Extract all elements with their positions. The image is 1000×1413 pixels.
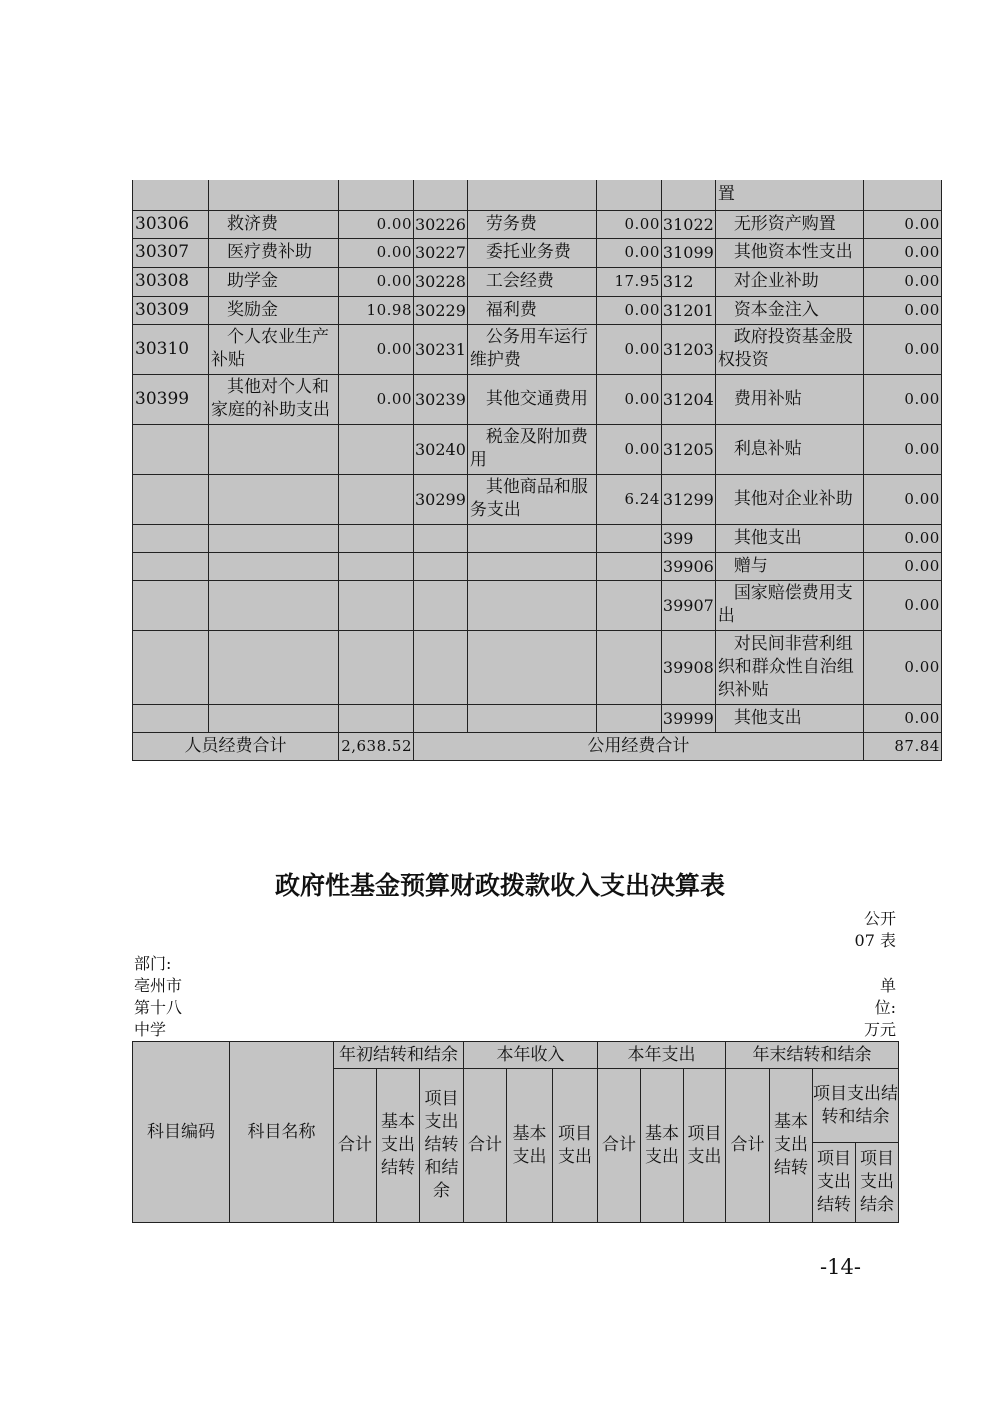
item-name-cell: 对民间非营利组织和群众性自治组织补贴 <box>715 630 863 704</box>
item-code-cell: 39908 <box>661 630 715 704</box>
table-row <box>133 630 942 704</box>
cont-text: 置 <box>715 180 863 210</box>
item-name-cell: 委托业务费 <box>467 238 596 267</box>
cont-cell <box>596 180 661 210</box>
item-amount-cell <box>596 552 661 580</box>
item-name-cell: 对企业补助 <box>715 267 863 296</box>
item-amount-cell: 0.00 <box>863 630 941 704</box>
cont-cell <box>863 180 941 210</box>
item-amount-cell <box>596 580 661 630</box>
item-name-cell: 医疗费补助 <box>209 238 339 267</box>
table-row <box>133 424 942 474</box>
item-amount-cell: 0.00 <box>863 374 941 424</box>
item-amount-cell <box>596 524 661 552</box>
table-number <box>840 930 896 952</box>
cont-cell <box>339 180 414 210</box>
item-name-cell: 个人农业生产补贴 <box>209 324 339 374</box>
item-amount-cell <box>339 704 414 732</box>
header-closing-balance: 年末结转和结余 <box>726 1042 899 1069</box>
public-total-label: 公用经费合计 <box>414 732 864 760</box>
item-name-cell <box>467 704 596 732</box>
item-name-cell: 利息补贴 <box>715 424 863 474</box>
table-row <box>133 210 942 238</box>
header-total: 合计 <box>598 1069 641 1223</box>
item-code-cell: 30307 <box>133 238 209 267</box>
table-row <box>133 552 942 580</box>
section-title: 政府性基金预算财政拨款收入支出决算表 <box>274 871 725 900</box>
item-code-cell: 30229 <box>414 296 468 324</box>
cont-cell <box>209 180 339 210</box>
item-name-cell <box>209 704 339 732</box>
item-amount-cell: 0.00 <box>863 210 941 238</box>
item-code-cell <box>133 424 209 474</box>
item-code-cell: 39907 <box>661 580 715 630</box>
item-amount-cell <box>339 580 414 630</box>
item-name-cell: 其他支出 <box>715 704 863 732</box>
item-code-cell <box>133 552 209 580</box>
item-name-cell: 其他对个人和家庭的补助支出 <box>209 374 339 424</box>
department-line: 第十八 <box>134 998 183 1017</box>
item-name-cell: 费用补贴 <box>715 374 863 424</box>
item-code-cell: 30310 <box>133 324 209 374</box>
item-name-cell: 无形资产购置 <box>715 210 863 238</box>
cont-cell <box>133 180 209 210</box>
item-name-cell: 福利费 <box>467 296 596 324</box>
item-name-cell: 其他交通费用 <box>467 374 596 424</box>
item-name-cell <box>209 424 339 474</box>
item-name-cell <box>467 580 596 630</box>
item-amount-cell: 0.00 <box>339 374 414 424</box>
item-amount-cell <box>339 524 414 552</box>
item-name-cell: 救济费 <box>209 210 339 238</box>
public-total-value: 87.84 <box>863 732 941 760</box>
item-code-cell <box>133 704 209 732</box>
item-name-cell: 工会经费 <box>467 267 596 296</box>
table-number-line: 公开 <box>863 909 896 928</box>
item-amount-cell: 10.98 <box>339 296 414 324</box>
header-code: 科目编码 <box>133 1042 230 1223</box>
item-amount-cell: 0.00 <box>863 552 941 580</box>
item-code-cell: 31022 <box>661 210 715 238</box>
cont-cell <box>661 180 715 210</box>
table-row <box>133 267 942 296</box>
item-amount-cell: 17.95 <box>596 267 661 296</box>
table-number <box>860 908 896 930</box>
totals-row <box>133 732 942 760</box>
table-row <box>133 296 942 324</box>
item-amount-cell <box>339 630 414 704</box>
item-code-cell: 30308 <box>133 267 209 296</box>
item-code-cell <box>414 630 468 704</box>
header-total: 合计 <box>726 1069 770 1223</box>
header-basic: 基本支出 <box>641 1069 684 1223</box>
header-project: 项目支出 <box>553 1069 598 1223</box>
header-total: 合计 <box>334 1069 377 1223</box>
item-amount-cell: 0.00 <box>863 324 941 374</box>
header-total: 合计 <box>464 1069 507 1223</box>
item-code-cell: 30240 <box>414 424 468 474</box>
item-amount-cell: 0.00 <box>863 296 941 324</box>
table-row <box>133 704 942 732</box>
item-amount-cell <box>339 552 414 580</box>
item-code-cell: 30239 <box>414 374 468 424</box>
item-amount-cell: 6.24 <box>596 474 661 524</box>
item-code-cell <box>133 580 209 630</box>
item-name-cell <box>209 630 339 704</box>
personnel-total-value: 2,638.52 <box>339 732 414 760</box>
unit-line: 单 <box>879 976 896 995</box>
personnel-total-label: 人员经费合计 <box>133 732 339 760</box>
header-current-expense: 本年支出 <box>598 1042 726 1069</box>
item-name-cell <box>467 524 596 552</box>
item-amount-cell: 0.00 <box>863 580 941 630</box>
item-name-cell <box>467 630 596 704</box>
item-code-cell: 31099 <box>661 238 715 267</box>
item-code-cell <box>414 580 468 630</box>
item-code-cell: 31203 <box>661 324 715 374</box>
item-name-cell: 国家赔偿费用支出 <box>715 580 863 630</box>
table-row <box>133 238 942 267</box>
item-amount-cell <box>596 630 661 704</box>
page-number: -14- <box>820 1255 861 1279</box>
item-code-cell: 39906 <box>661 552 715 580</box>
item-amount-cell: 0.00 <box>863 524 941 552</box>
item-name-cell: 其他支出 <box>715 524 863 552</box>
item-amount-cell: 0.00 <box>596 374 661 424</box>
item-name-cell <box>209 524 339 552</box>
table-row <box>133 580 942 630</box>
item-code-cell: 30299 <box>414 474 468 524</box>
header-project-carry-surplus: 项目支出结转和结余 <box>420 1069 464 1223</box>
item-code-cell: 30306 <box>133 210 209 238</box>
table-number-line: 07 表 <box>854 931 896 950</box>
header-opening-balance: 年初结转和结余 <box>334 1042 464 1069</box>
item-amount-cell <box>339 424 414 474</box>
department-line: 部门: <box>134 954 172 973</box>
header-project-carry-surplus: 项目支出结转和结余 <box>813 1069 899 1143</box>
department-line: 中学 <box>134 1020 167 1039</box>
department-line: 亳州市 <box>134 976 183 995</box>
item-code-cell: 31205 <box>661 424 715 474</box>
item-name-cell: 助学金 <box>209 267 339 296</box>
item-amount-cell: 0.00 <box>863 474 941 524</box>
item-amount-cell: 0.00 <box>596 296 661 324</box>
item-code-cell <box>133 474 209 524</box>
item-name-cell: 赠与 <box>715 552 863 580</box>
item-amount-cell: 0.00 <box>339 324 414 374</box>
header-current-income: 本年收入 <box>464 1042 598 1069</box>
item-code-cell: 30226 <box>414 210 468 238</box>
item-name-cell: 公务用车运行维护费 <box>467 324 596 374</box>
header-project-surplus: 项目支出结余 <box>856 1143 899 1223</box>
unit-label <box>846 975 896 1041</box>
item-code-cell <box>414 524 468 552</box>
table-row <box>133 524 942 552</box>
item-amount-cell: 0.00 <box>339 267 414 296</box>
item-code-cell: 30228 <box>414 267 468 296</box>
gov-fund-table <box>132 1041 899 1223</box>
item-code-cell <box>414 704 468 732</box>
item-code-cell <box>133 630 209 704</box>
item-code-cell: 30231 <box>414 324 468 374</box>
header-basic-carry: 基本支出结转 <box>770 1069 813 1223</box>
item-code-cell: 30227 <box>414 238 468 267</box>
item-amount-cell: 0.00 <box>863 424 941 474</box>
item-name-cell: 政府投资基金股权投资 <box>715 324 863 374</box>
expenditure-detail-table <box>132 180 942 761</box>
item-amount-cell <box>339 474 414 524</box>
item-code-cell: 30399 <box>133 374 209 424</box>
item-name-cell: 其他对企业补助 <box>715 474 863 524</box>
item-amount-cell: 0.00 <box>863 704 941 732</box>
item-code-cell: 39999 <box>661 704 715 732</box>
item-code-cell: 31204 <box>661 374 715 424</box>
header-project: 项目支出 <box>684 1069 726 1223</box>
item-name-cell: 奖励金 <box>209 296 339 324</box>
item-code-cell <box>133 524 209 552</box>
table-row <box>133 374 942 424</box>
item-name-cell <box>209 552 339 580</box>
item-name-cell <box>209 580 339 630</box>
header-basic-carry: 基本支出结转 <box>377 1069 420 1223</box>
item-name-cell: 其他资本性支出 <box>715 238 863 267</box>
item-code-cell: 31299 <box>661 474 715 524</box>
item-code-cell: 399 <box>661 524 715 552</box>
item-amount-cell <box>596 704 661 732</box>
department-label <box>134 953 182 1041</box>
item-name-cell: 资本金注入 <box>715 296 863 324</box>
item-amount-cell: 0.00 <box>596 324 661 374</box>
cont-cell <box>467 180 596 210</box>
header-project-carry: 项目支出结转 <box>813 1143 856 1223</box>
item-code-cell: 30309 <box>133 296 209 324</box>
item-name-cell <box>209 474 339 524</box>
item-code-cell: 312 <box>661 267 715 296</box>
table-row <box>133 474 942 524</box>
unit-line: 万元 <box>863 1020 896 1039</box>
item-amount-cell: 0.00 <box>596 210 661 238</box>
unit-line: 位: <box>874 998 896 1017</box>
item-code-cell <box>414 552 468 580</box>
item-name-cell: 其他商品和服务支出 <box>467 474 596 524</box>
cont-cell <box>414 180 468 210</box>
item-amount-cell: 0.00 <box>863 267 941 296</box>
item-amount-cell: 0.00 <box>339 210 414 238</box>
header-name: 科目名称 <box>230 1042 334 1223</box>
item-amount-cell: 0.00 <box>596 238 661 267</box>
item-code-cell: 31201 <box>661 296 715 324</box>
item-amount-cell: 0.00 <box>863 238 941 267</box>
item-amount-cell: 0.00 <box>596 424 661 474</box>
header-basic: 基本支出 <box>507 1069 553 1223</box>
item-amount-cell: 0.00 <box>339 238 414 267</box>
item-name-cell: 劳务费 <box>467 210 596 238</box>
item-name-cell: 税金及附加费用 <box>467 424 596 474</box>
item-name-cell <box>467 552 596 580</box>
table-row <box>133 324 942 374</box>
